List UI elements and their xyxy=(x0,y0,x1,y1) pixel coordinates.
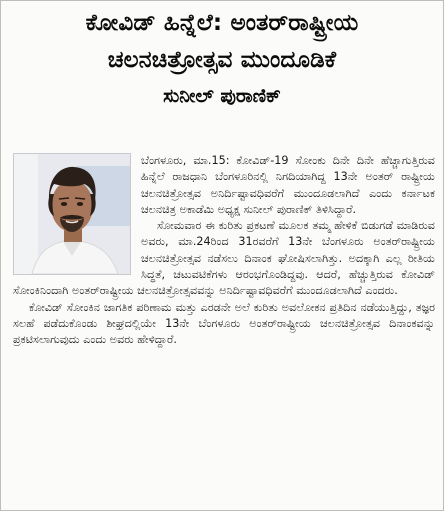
paragraph-3: ಕೋವಿಡ್ ಸೋಂಕಿನ ಜಾಗತಿಕ ಪರಿಣಾಮ ಮತ್ತು ಎರಡನೇ ಅಲೆ ಕುರಿತು ಅವಲೋಕನ ಪ್ರತಿದಿನ ನಡೆಯುತ್ತಿದ್ದು, ತಜ್ಞರ ಸಲಹೆ ಪಡೆದುಕೊಂಡು ಶೀಘ್ರದಲ್ಲಿಯೇ 13ನೇ ಬೆಂಗಳೂರು ಅಂತರ್‌ರಾಷ್ಟ್ರೀಯ ಚಲನಚಿತ್ರೋತ್ಸವ ದಿನಾಂಕವನ್ನು ಪ್ರಕಟಿಸಲಾಗುವುದು ಎಂದು ಅವರು ಹೇಳಿದ್ದಾರೆ. xyxy=(13,300,435,347)
byline: ಸುನೀಲ್ ಪುರಾಣಿಕ್ xyxy=(163,85,281,107)
headline-line-1: ಕೋವಿಡ್ ಹಿನ್ನೆಲೆ: ಅಂತರ್‌ರಾಷ್ಟ್ರೀಯ xyxy=(85,10,359,36)
headline-line-2: ಚಲನಚಿತ್ರೋತ್ಸವ ಮುಂದೂಡಿಕೆ xyxy=(107,47,337,73)
author-photo xyxy=(13,153,131,275)
article-body xyxy=(13,153,435,349)
paragraph-1: ಬೆಂಗಳೂರು, ಮಾ.15: ಕೋವಿಡ್-19 ಸೋಂಕು ದಿನೇ ದಿನೇ ಹೆಚ್ಚಾಗುತ್ತಿರುವ ಹಿನ್ನೆಲೆ ರಾಜಧಾನಿ ಬೆಂಗಳೂರಿನಲ್ಲಿ ನಿಗದಿಯಾಗಿದ್ದ 13ನೇ ಅಂತರ್ ರಾಷ್ಟ್ರೀಯ ಚಲನಚಿತ್ರೋತ್ಸವ ಅನಿರ್ದಿಷ್ಟಾವಧಿವರೆಗೆ ಮುಂದೂಡಲಾಗಿದೆ ಎಂದು ಕರ್ನಾಟಕ ಚಲನಚಿತ್ರ ಅಕಾಡೆಮಿ ಅಧ್ಯಕ್ಷ ಸುನೀಲ್ ಪುರಾಣಿಕ್ ತಿಳಿಸಿದ್ದಾರೆ. xyxy=(141,154,435,216)
headline xyxy=(7,5,437,79)
paragraph-2: ಸೋಮವಾರ ಈ ಕುರಿತು ಪ್ರಕಟಣೆ ಮೂಲಕ ತಮ್ಮ ಹೇಳಿಕೆ ಬಿಡುಗಡೆ ಮಾಡಿರುವ ಅವರು, ಮಾ.24ರಿಂದ 31ರವರೆಗೆ 13ನೇ ಬೆಂಗಳೂರು ಅಂತರ್‌ರಾಷ್ಟ್ರೀಯ ಚಲನಚಿತ್ರೋತ್ಸವ ನಡೆಸಲು ದಿನಾಂಕ ಘೋಷಿಸಲಾಗಿತ್ತು. ಅದಕ್ಕಾಗಿ ಎಲ್ಲ ರೀತಿಯ ಸಿದ್ಧತೆ, ಚಟುವಟಿಕೆಗಳು ಆರಂಭಗೊಂಡಿದ್ದವು. ಆದರೆ, ಹೆಚ್ಚುತ್ತಿರುವ ಕೋವಿಡ್ ಸೋಂಕಿನಿಂದಾಗಿ ಅಂತರ್‌ರಾಷ್ಟ್ರೀಯ ಚಲನಚಿತ್ರೋತ್ಸವವನ್ನು ಅನಿರ್ದಿಷ್ಟಾವಧಿವರೆಗೆ ಮುಂದೂಡಲಾಗಿದೆ ಎಂದರು. xyxy=(13,219,435,298)
